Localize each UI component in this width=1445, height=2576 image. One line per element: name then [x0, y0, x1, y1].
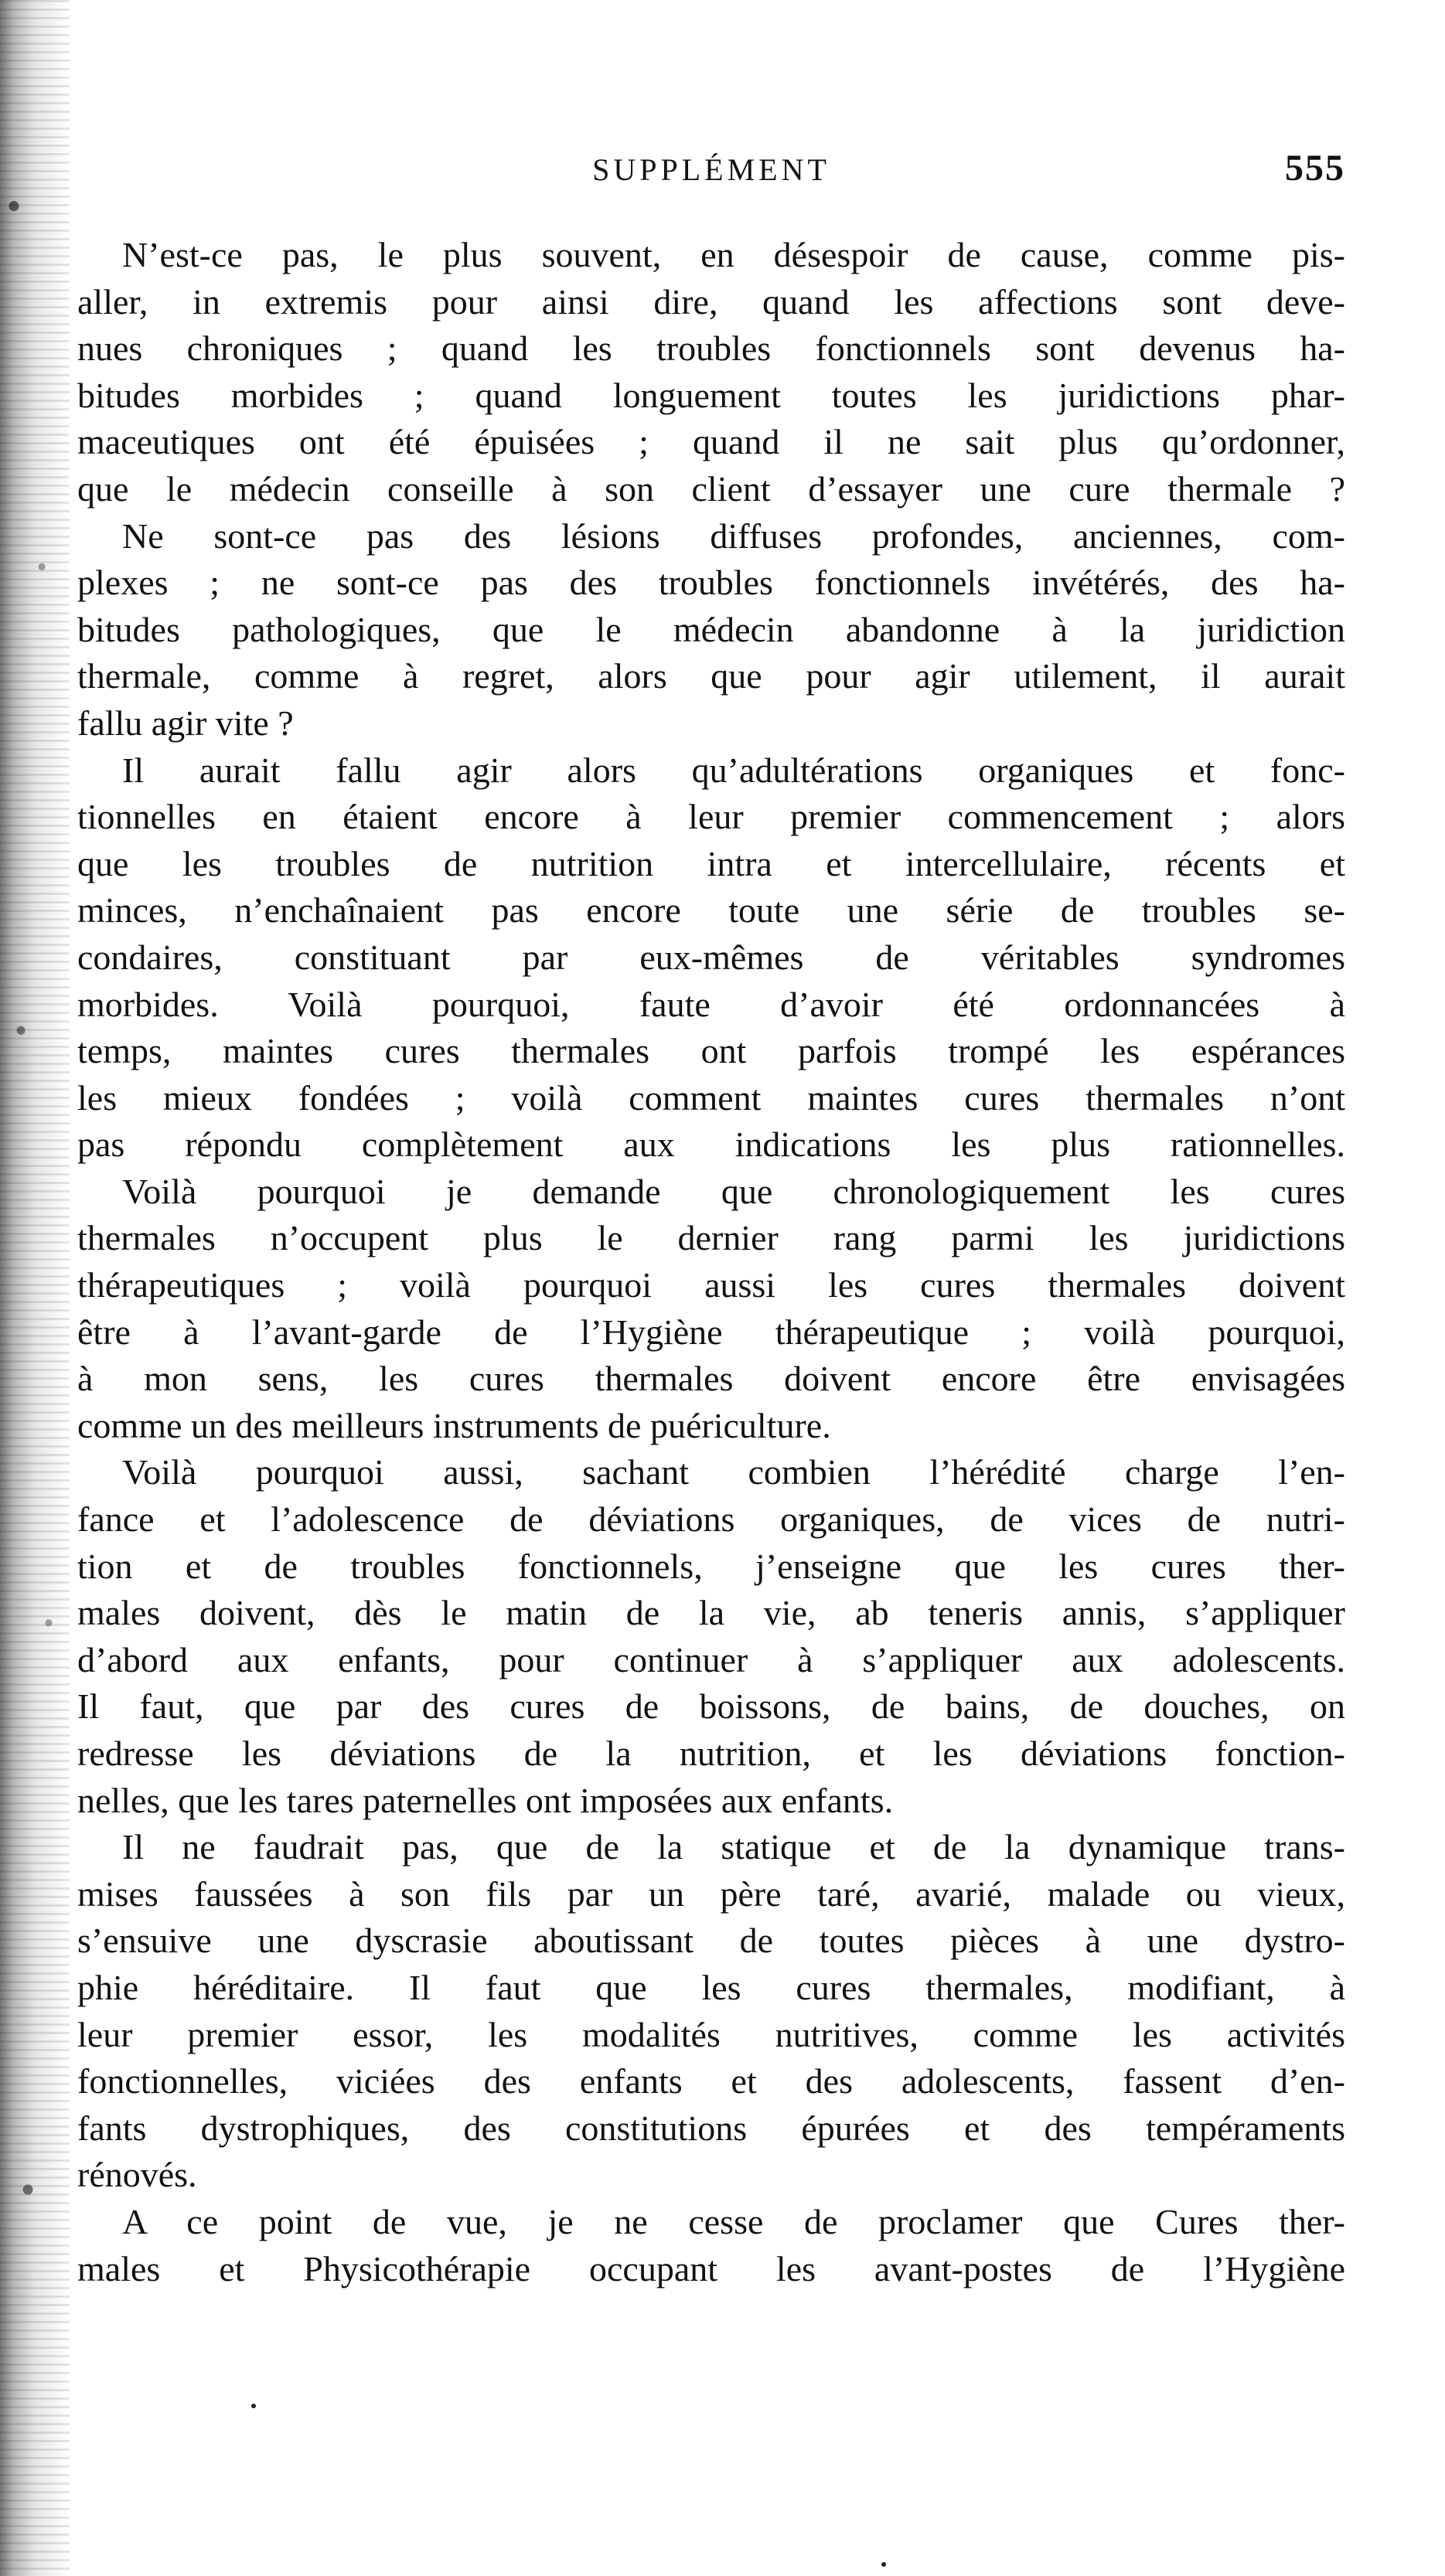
text-line: s’ensuive une dyscrasie aboutissant de toutes pièces à une dystro- — [77, 1921, 1345, 1961]
text-line: aller, in extremis pour ainsi dire, quand les affections sont deve- — [77, 281, 1345, 322]
text-line: Ne sont-ce pas des lésions diffuses profondes, anciennes, com- — [122, 516, 1345, 556]
page-header — [77, 148, 1345, 198]
paragraph — [77, 1449, 1345, 1824]
body-text — [77, 232, 1345, 2292]
text-line: bitudes pathologiques, que le médecin abandonne à la juridiction — [77, 609, 1345, 649]
text-line: comme un des meilleurs instruments de puériculture. — [77, 1405, 831, 1445]
paragraph — [77, 232, 1345, 513]
paragraph — [77, 1824, 1345, 2199]
paragraph — [77, 1169, 1345, 1450]
text-line: N’est-ce pas, le plus souvent, en désespoir de cause, comme pis- — [122, 235, 1345, 274]
paragraph — [77, 513, 1345, 747]
text-line: Il faut, que par des cures de boissons, de bains, de douches, on — [77, 1686, 1345, 1727]
text-line: nues chroniques ; quand les troubles fonctionnels sont devenus ha- — [77, 328, 1345, 369]
text-line: bitudes morbides ; quand longuement toutes les juridictions phar- — [77, 375, 1345, 415]
text-line: minces, n’enchaînaient pas encore toute une série de troubles se- — [77, 890, 1345, 931]
text-line: Voilà pourquoi je demande que chronologiquement les cures — [122, 1171, 1345, 1211]
text-line: males doivent, dès le matin de la vie, ab teneris annis, s’appliquer — [77, 1593, 1345, 1633]
text-line: fallu agir vite ? — [77, 703, 294, 743]
text-line: que le médecin conseille à son client d’essayer une cure thermale ? — [77, 468, 1345, 509]
text-line: temps, maintes cures thermales ont parfois trompé les espérances — [77, 1031, 1345, 1071]
text-line: à mon sens, les cures thermales doivent encore être envisagées — [77, 1359, 1345, 1399]
text-line: tion et de troubles fonctionnels, j’enseigne que les cures ther- — [77, 1546, 1345, 1586]
paragraph — [77, 747, 1345, 1169]
text-line: que les troubles de nutrition intra et intercellulaire, récents et — [77, 843, 1345, 883]
text-line: phie héréditaire. Il faut que les cures thermales, modifiant, à — [77, 1967, 1345, 2007]
text-line: fonctionnelles, viciées des enfants et des adolescents, fassent d’en- — [77, 2061, 1345, 2101]
print-speck — [881, 2562, 886, 2567]
text-line: pas répondu complètement aux indications les plus rationnelles. — [77, 1125, 1345, 1165]
text-line: mises faussées à son fils par un père taré, avarié, malade ou vieux, — [77, 1873, 1345, 1914]
text-line: Voilà pourquoi aussi, sachant combien l’hérédité charge l’en- — [122, 1452, 1345, 1492]
text-line: Il aurait fallu agir alors qu’adultérations organiques et fonc- — [122, 750, 1345, 790]
text-line: Il ne faudrait pas, que de la statique et de la dynamique trans- — [122, 1827, 1345, 1867]
text-line: fance et l’adolescence de déviations organiques, de vices de nutri- — [77, 1499, 1345, 1540]
paragraph — [77, 2199, 1345, 2292]
text-line: leur premier essor, les modalités nutritives, comme les activités — [77, 2014, 1345, 2054]
text-line: thermale, comme à regret, alors que pour agir utilement, il aurait — [77, 656, 1345, 696]
text-line: maceutiques ont été épuisées ; quand il ne sait plus qu’ordonner, — [77, 422, 1345, 462]
text-line: thérapeutiques ; voilà pourquoi aussi les cures thermales doivent — [77, 1265, 1345, 1305]
text-line: thermales n’occupent plus le dernier rang parmi les juridictions — [77, 1218, 1345, 1258]
text-line: être à l’avant-garde de l’Hygiène thérapeutique ; voilà pourquoi, — [77, 1312, 1345, 1352]
text-line: d’abord aux enfants, pour continuer à s’appliquer aux adolescents. — [77, 1639, 1345, 1679]
text-line: A ce point de vue, je ne cesse de proclamer que Cures ther- — [122, 2201, 1345, 2241]
text-line: tionnelles en étaient encore à leur premier commencement ; alors — [77, 797, 1345, 837]
text-line: plexes ; ne sont-ce pas des troubles fonctionnels invétérés, des ha- — [77, 563, 1345, 603]
running-title: SUPPLÉMENT — [592, 152, 830, 187]
binding-edge-shadow — [0, 0, 70, 2576]
page-number: 555 — [1285, 148, 1345, 189]
text-line: fants dystrophiques, des constitutions épurées et des tempéraments — [77, 2108, 1345, 2148]
text-line: nelles, que les tares paternelles ont imposées aux enfants. — [77, 1780, 894, 1820]
text-line: redresse les déviations de la nutrition, et les déviations fonction- — [77, 1734, 1345, 1773]
text-line: males et Physicothérapie occupant les avant-postes de l’Hygiène — [77, 2248, 1345, 2288]
text-line: condaires, constituant par eux-mêmes de véritables syndromes — [77, 937, 1345, 977]
text-line: rénovés. — [77, 2155, 197, 2195]
print-speck — [251, 2404, 256, 2408]
text-line: les mieux fondées ; voilà comment maintes cures thermales n’ont — [77, 1077, 1345, 1118]
text-line: morbides. Voilà pourquoi, faute d’avoir été ordonnancées à — [77, 984, 1345, 1024]
